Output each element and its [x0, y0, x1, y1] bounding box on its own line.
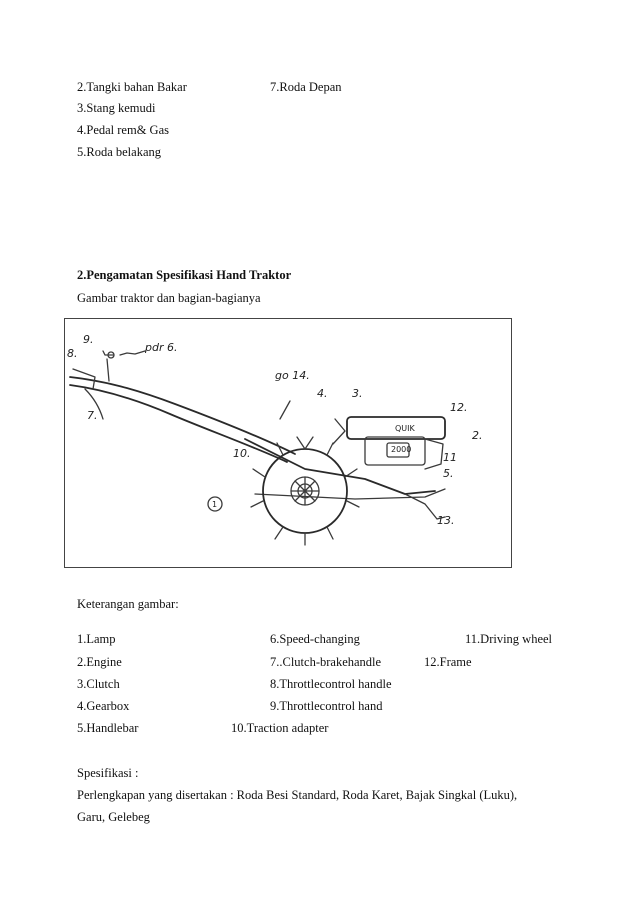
- section-heading: 2.Pengamatan Spesifikasi Hand Traktor: [77, 268, 292, 282]
- label-6: pdr 6.: [145, 341, 178, 354]
- handlebar-upper: [70, 377, 295, 454]
- legend-item-2: 2.Engine: [77, 655, 122, 669]
- engine-side: [425, 439, 443, 469]
- legend-item-8: 8.Throttlecontrol handle: [270, 677, 392, 691]
- spec-line-1: Perlengkapan yang disertakan : Roda Besi Standard, Roda Karet, Bajak Singkal (Luku),: [77, 788, 518, 802]
- frame-bottom: [255, 489, 445, 499]
- list-item-pedal: 4.Pedal rem& Gas: [77, 123, 169, 137]
- handlebar-lower: [70, 385, 287, 462]
- list-item-roda-depan: 7.Roda Depan: [270, 80, 342, 94]
- label-13: 13.: [437, 514, 455, 527]
- wheel-spokes: [291, 477, 319, 505]
- legend-item-11: 11.Driving wheel: [465, 632, 553, 646]
- tractor-sketch: [65, 319, 512, 568]
- spec-line-2: Garu, Gelebeg: [77, 810, 150, 824]
- legend-item-6: 6.Speed-changing: [270, 632, 360, 646]
- list-item-tangki: 2.Tangki bahan Bakar: [77, 80, 187, 94]
- engine-brand: QUIK: [395, 424, 415, 433]
- legend-item-10: 10.Traction adapter: [231, 721, 329, 735]
- label-12: 12.: [450, 401, 468, 414]
- label-7: 7.: [87, 409, 98, 422]
- label-3: 3.: [352, 387, 363, 400]
- label-1: 1: [212, 500, 218, 509]
- gear-cover: [333, 419, 345, 444]
- label-5: 5.: [443, 467, 454, 480]
- label-10: 10.: [233, 447, 251, 460]
- pointer-14: [280, 401, 290, 419]
- legend-title: Keterangan gambar:: [77, 597, 179, 611]
- legend-item-12: 12.Frame: [424, 655, 472, 669]
- label-4: 4.: [317, 387, 328, 400]
- list-item-stang: 3.Stang kemudi: [77, 101, 156, 115]
- legend-item-5: 5.Handlebar: [77, 721, 139, 735]
- list-item-roda-belakang: 5.Roda belakang: [77, 145, 162, 159]
- label-2: 2.: [472, 429, 483, 442]
- label-8: 8.: [67, 347, 78, 360]
- speed-lever: [120, 351, 145, 355]
- label-9: 9.: [83, 333, 94, 346]
- legend-item-7: 7..Clutch-brakehandle: [270, 655, 382, 669]
- label-14: go 14.: [275, 369, 310, 382]
- label-11: 11: [443, 451, 457, 464]
- tractor-sketch-figure: [64, 318, 512, 568]
- legend-item-9: 9.Throttlecontrol hand: [270, 699, 383, 713]
- legend-item-1: 1.Lamp: [77, 632, 116, 646]
- legend-item-4: 4.Gearbox: [77, 699, 130, 713]
- legend-item-3: 3.Clutch: [77, 677, 120, 691]
- throttle-lever: [107, 359, 109, 381]
- spec-title: Spesifikasi :: [77, 766, 139, 780]
- engine-model: 2000: [391, 445, 412, 454]
- figure-caption: Gambar traktor dan bagian-bagianya: [77, 291, 261, 305]
